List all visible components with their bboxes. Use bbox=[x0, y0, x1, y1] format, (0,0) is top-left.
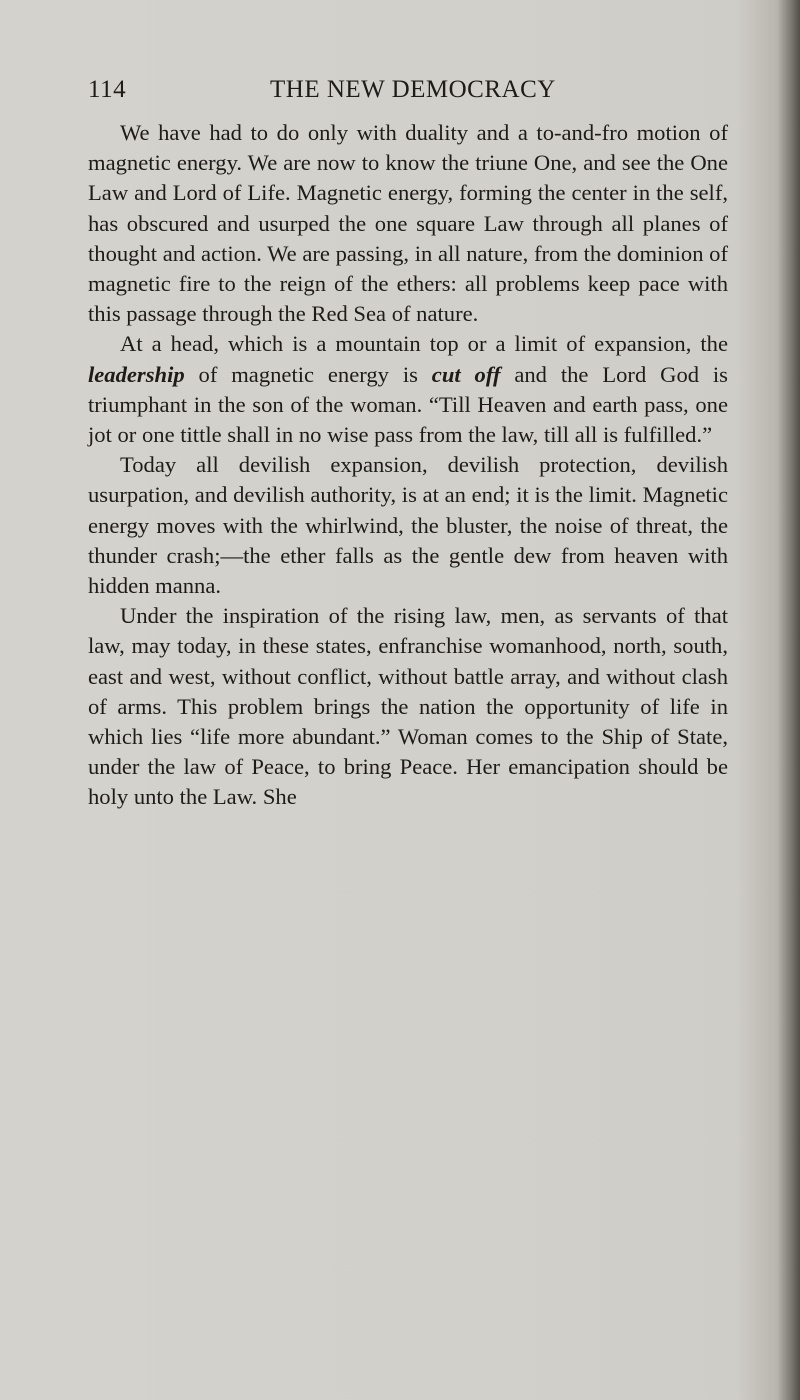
page-number: 114 bbox=[88, 76, 127, 103]
body-text bbox=[88, 118, 728, 813]
italic-segment: cut off bbox=[431, 361, 501, 387]
italic-segment: leadership bbox=[88, 361, 185, 387]
running-title: THE NEW DEMOCRACY bbox=[270, 76, 556, 103]
paragraph bbox=[88, 601, 728, 812]
paragraph bbox=[88, 118, 728, 329]
text-segment: At a head, which is a mountain top or a limit of expansion, the bbox=[120, 331, 728, 357]
text-segment: of magnetic energy is bbox=[184, 361, 432, 387]
text-segment: Today all devilish expansion, devilish protection, devilish usurpation, and devilish authority, is at an end; it is the limit. Magnetic energy moves with the whirlwind, the bluster, the noise of threat, the thunder crash;—the ether falls as the gentle dew from heaven with hidden manna. bbox=[88, 452, 728, 599]
page-edge-shadow bbox=[778, 0, 800, 1400]
paragraph bbox=[88, 329, 728, 450]
text-segment: and the Lord God is triumphant in the son of the woman. “Till Heaven and earth pass, one jot or one tittle shall in no wise pass from the law, till all is fulfilled.” bbox=[88, 361, 728, 448]
text-segment: We have had to do only with duality and a to-and-fro motion of magnetic energy. We are now to know the triune One, and see the One Law and Lord of Life. Magnetic energy, forming the center in the self, has obscured and usurped the one square Law through all planes of thought and action. We are passing, in all nature, from the dominion of magnetic fire to the reign of the ethers: all problems keep pace with this passage through the Red Sea of nature. bbox=[88, 120, 728, 327]
text-segment: Under the inspiration of the rising law, men, as servants of that law, may today, in these states, enfranchise womanhood, north, south, east and west, without conflict, without battle array, and without clash of arms. This problem brings the nation the opportunity of life in which lies “life more abundant.” Woman comes to the Ship of State, under the law of Peace, to bring Peace. Her emancipation should be holy unto the Law. She bbox=[88, 603, 728, 810]
page-header bbox=[88, 76, 728, 106]
paragraph bbox=[88, 450, 728, 601]
